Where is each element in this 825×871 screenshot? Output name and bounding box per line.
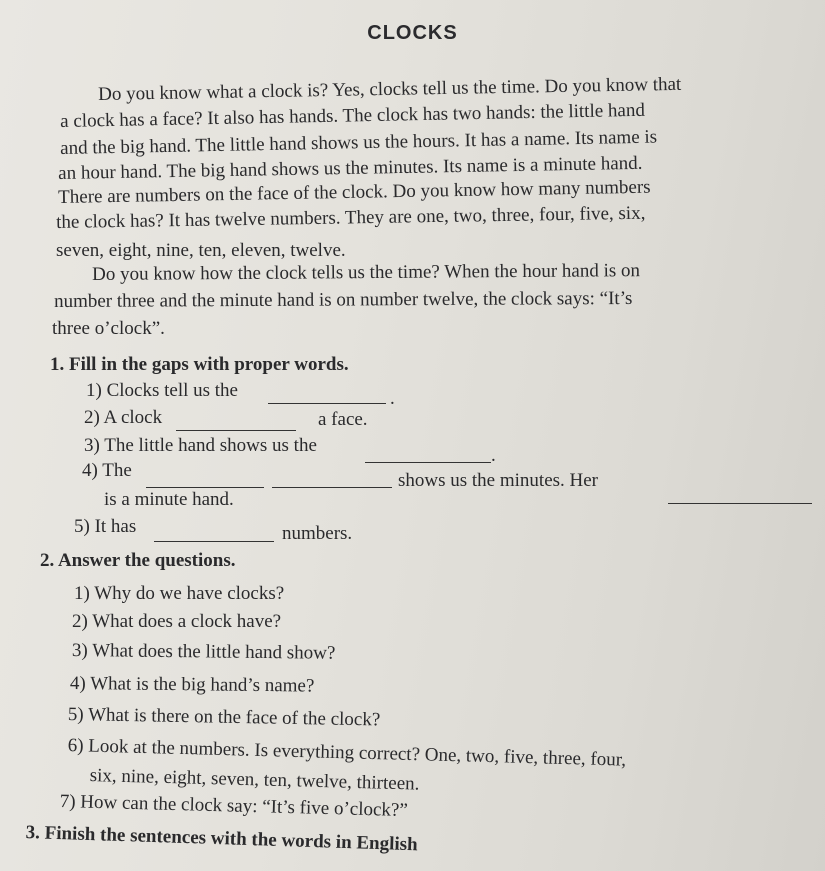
passage-line: There are numbers on the face of the clock. Do you know how many numbers <box>58 176 651 208</box>
passage-line: seven, eight, nine, ten, eleven, twelve. <box>56 240 346 261</box>
gap-item-2-text: 2) A clock <box>84 407 163 428</box>
gap-blank-4c[interactable] <box>668 503 812 504</box>
gap-item-1-end: . <box>390 388 395 409</box>
gap-blank-2[interactable] <box>176 430 296 431</box>
passage-line: and the big hand. The little hand shows us the hours. It has a name. Its name is <box>60 126 658 159</box>
gap-item-5-end: numbers. <box>282 523 353 544</box>
question-item: 4) What is the big hand’s name? <box>69 673 315 697</box>
passage-line: three o’clock”. <box>52 318 165 339</box>
exercise-2-heading: 2. Answer the questions. <box>40 550 236 571</box>
passage-line: an hour hand. The big hand shows us the minutes. Its name is a minute hand. <box>58 152 643 184</box>
question-item: 3) What does the little hand show? <box>71 640 336 664</box>
gap-item-1-text: 1) Clocks tell us the <box>86 380 238 401</box>
gap-item-2-end: a face. <box>318 409 368 430</box>
page-title: CLOCKS <box>367 22 458 44</box>
gap-blank-4b[interactable] <box>272 487 392 488</box>
question-item: 7) How can the clock say: “It’s five o’clock?” <box>59 791 409 822</box>
gap-item-3-text: 3) The little hand shows us the <box>84 435 317 456</box>
question-item: 5) What is there on the face of the clock? <box>67 704 381 731</box>
gap-item-5-text: 5) It has <box>74 516 137 537</box>
passage-line: Do you know how the clock tells us the time? When the hour hand is on <box>92 260 641 285</box>
gap-item-4-middle: shows us the minutes. Her <box>398 470 599 491</box>
question-item: 2) What does a clock have? <box>72 611 282 632</box>
exercise-3-heading: 3. Finish the sentences with the words in English <box>25 822 419 856</box>
gap-blank-3[interactable] <box>365 462 491 463</box>
gap-blank-4a[interactable] <box>146 487 264 488</box>
gap-item-3-end: . <box>491 445 496 466</box>
question-item: 6) Look at the numbers. Is everything correct? One, two, five, three, four, <box>67 735 627 771</box>
question-item: 1) Why do we have clocks? <box>74 583 285 604</box>
passage-line: a clock has a face? It also has hands. The clock has two hands: the little hand <box>60 99 646 132</box>
gap-blank-5[interactable] <box>154 541 274 542</box>
exercise-1-heading: 1. Fill in the gaps with proper words. <box>50 354 349 375</box>
gap-blank-1[interactable] <box>268 403 386 404</box>
passage-line: the clock has? It has twelve numbers. They are one, two, three, four, five, six, <box>56 202 646 233</box>
passage-line: number three and the minute hand is on number twelve, the clock says: “It’s <box>54 287 633 312</box>
gap-item-4-text: 4) The <box>82 460 132 481</box>
passage-line: Do you know what a clock is? Yes, clocks tell us the time. Do you know that <box>98 73 682 105</box>
gap-item-4-end: is a minute hand. <box>104 489 234 510</box>
question-item: six, nine, eight, seven, ten, twelve, thirteen. <box>89 765 420 795</box>
